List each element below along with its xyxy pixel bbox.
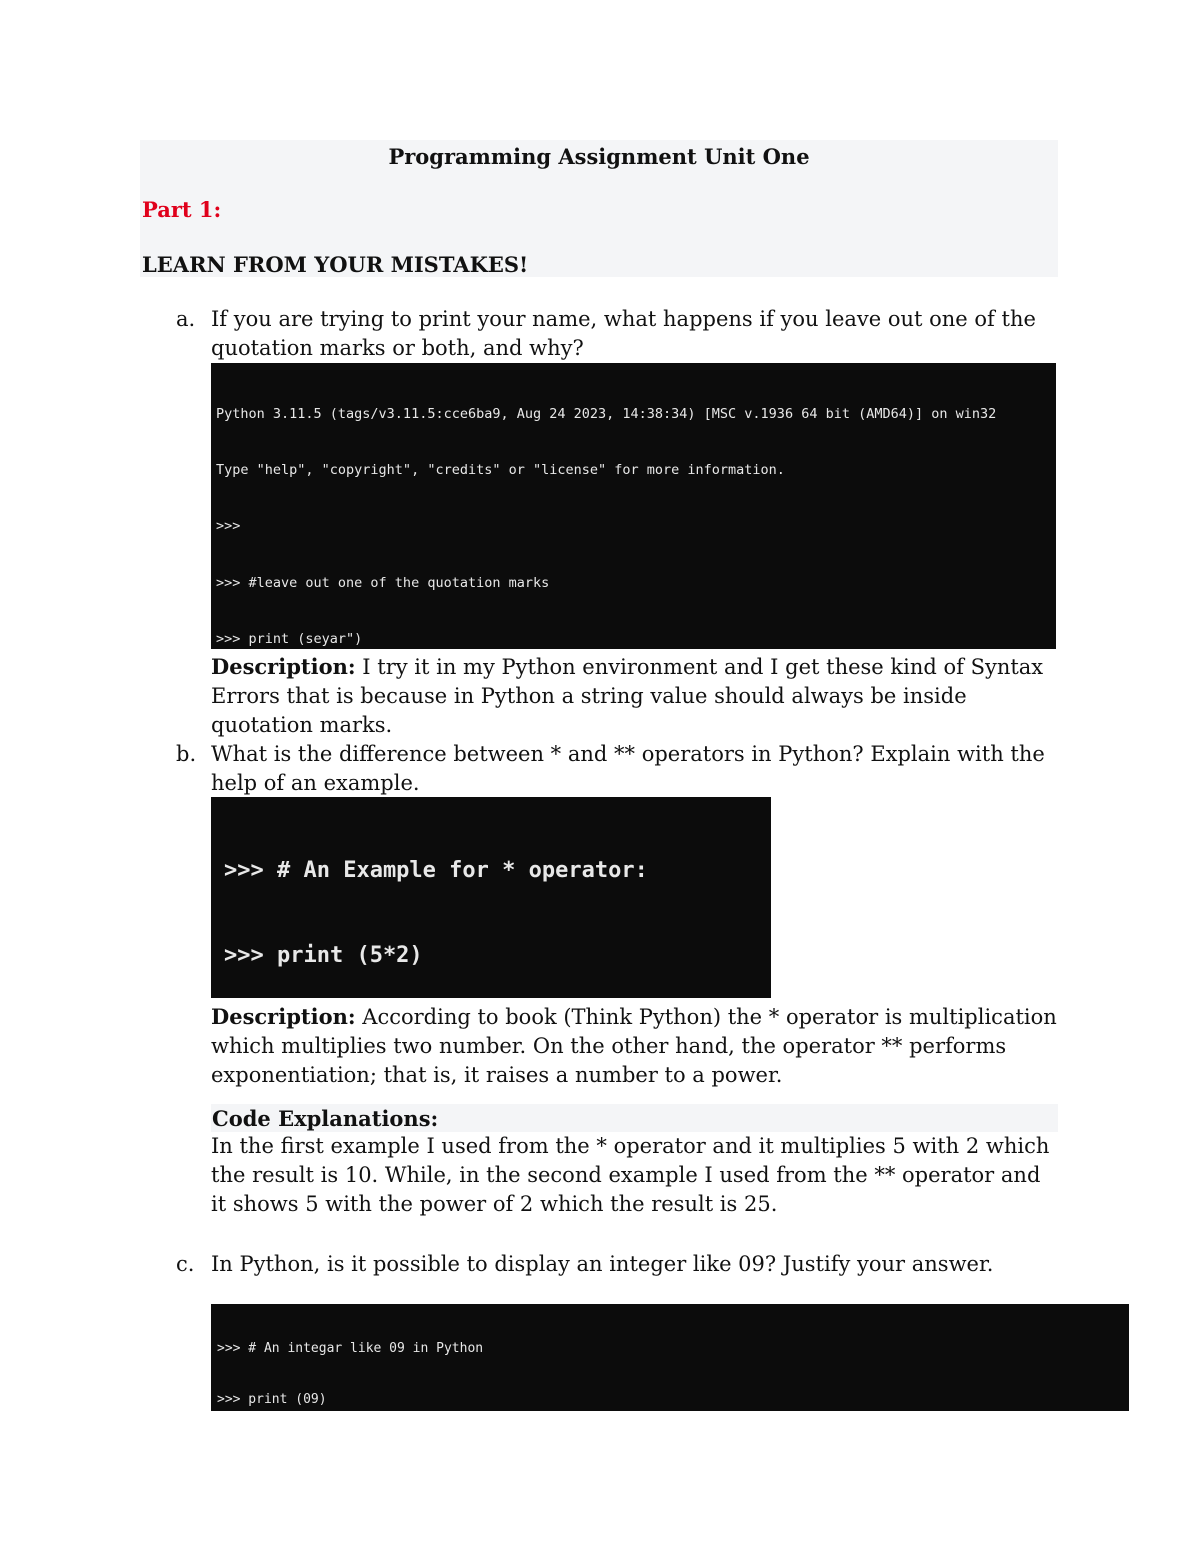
terminal-line: >>> print (5*2) — [224, 943, 423, 969]
page-title: Programming Assignment Unit One — [388, 144, 810, 169]
terminal-screenshot-b — [211, 797, 771, 998]
code-explanations-heading: Code Explanations: — [212, 1106, 439, 1131]
question-a-text: If you are trying to print your name, what happens if you leave out one of the quotation marks or both, and why? — [211, 307, 1036, 360]
terminal-screenshot-c — [211, 1304, 1129, 1411]
description-b — [211, 1002, 1061, 1090]
terminal-line: Type "help", "copyright", "credits" or "license" for more information. — [216, 461, 785, 478]
description-text: I try it in my Python environment and I get these kind of Syntax Errors that is because in Python a string value should always be inside quotation marks. — [211, 655, 1044, 737]
question-marker-a: a. — [176, 307, 196, 331]
question-c-text: In Python, is it possible to display an integer like 09? Justify your answer. — [211, 1252, 994, 1276]
terminal-line: >>> print (seyar") — [216, 631, 363, 648]
code-explanations-text: In the first example I used from the * operator and it multiplies 5 with 2 which the result is 10. While, in the second example I used from the ** operator and it shows 5 with the power of 2 which the result is 25. — [211, 1134, 1050, 1216]
question-marker-c: c. — [176, 1252, 195, 1276]
terminal-line: >>> # An Example for * operator: — [224, 857, 648, 883]
description-text: According to book (Think Python) the * operator is multiplication which multiplies two number. On the other hand, the operator ** performs exponentiation; that is, it raises a number to a power. — [211, 1005, 1057, 1087]
description-label: Description: — [211, 1004, 356, 1029]
section-heading: LEARN FROM YOUR MISTAKES! — [142, 252, 529, 277]
terminal-line: >>> — [216, 518, 241, 535]
question-b-text: What is the difference between * and ** operators in Python? Explain with the help of an example. — [211, 742, 1045, 795]
terminal-line: >>> # An integar like 09 in Python — [217, 1341, 484, 1356]
description-label: Description: — [211, 654, 356, 679]
terminal-line: >>> print (09) — [217, 1392, 327, 1407]
terminal-screenshot-a — [211, 363, 1056, 649]
part-heading: Part 1: — [142, 197, 222, 222]
description-a — [211, 652, 1061, 740]
terminal-line: Python 3.11.5 (tags/v3.11.5:cce6ba9, Aug 24 2023, 14:38:34) [MSC v.1936 64 bit (AMD64)] on win32 — [216, 405, 997, 422]
question-marker-b: b. — [176, 742, 197, 766]
terminal-line: >>> #leave out one of the quotation marks — [216, 574, 550, 591]
